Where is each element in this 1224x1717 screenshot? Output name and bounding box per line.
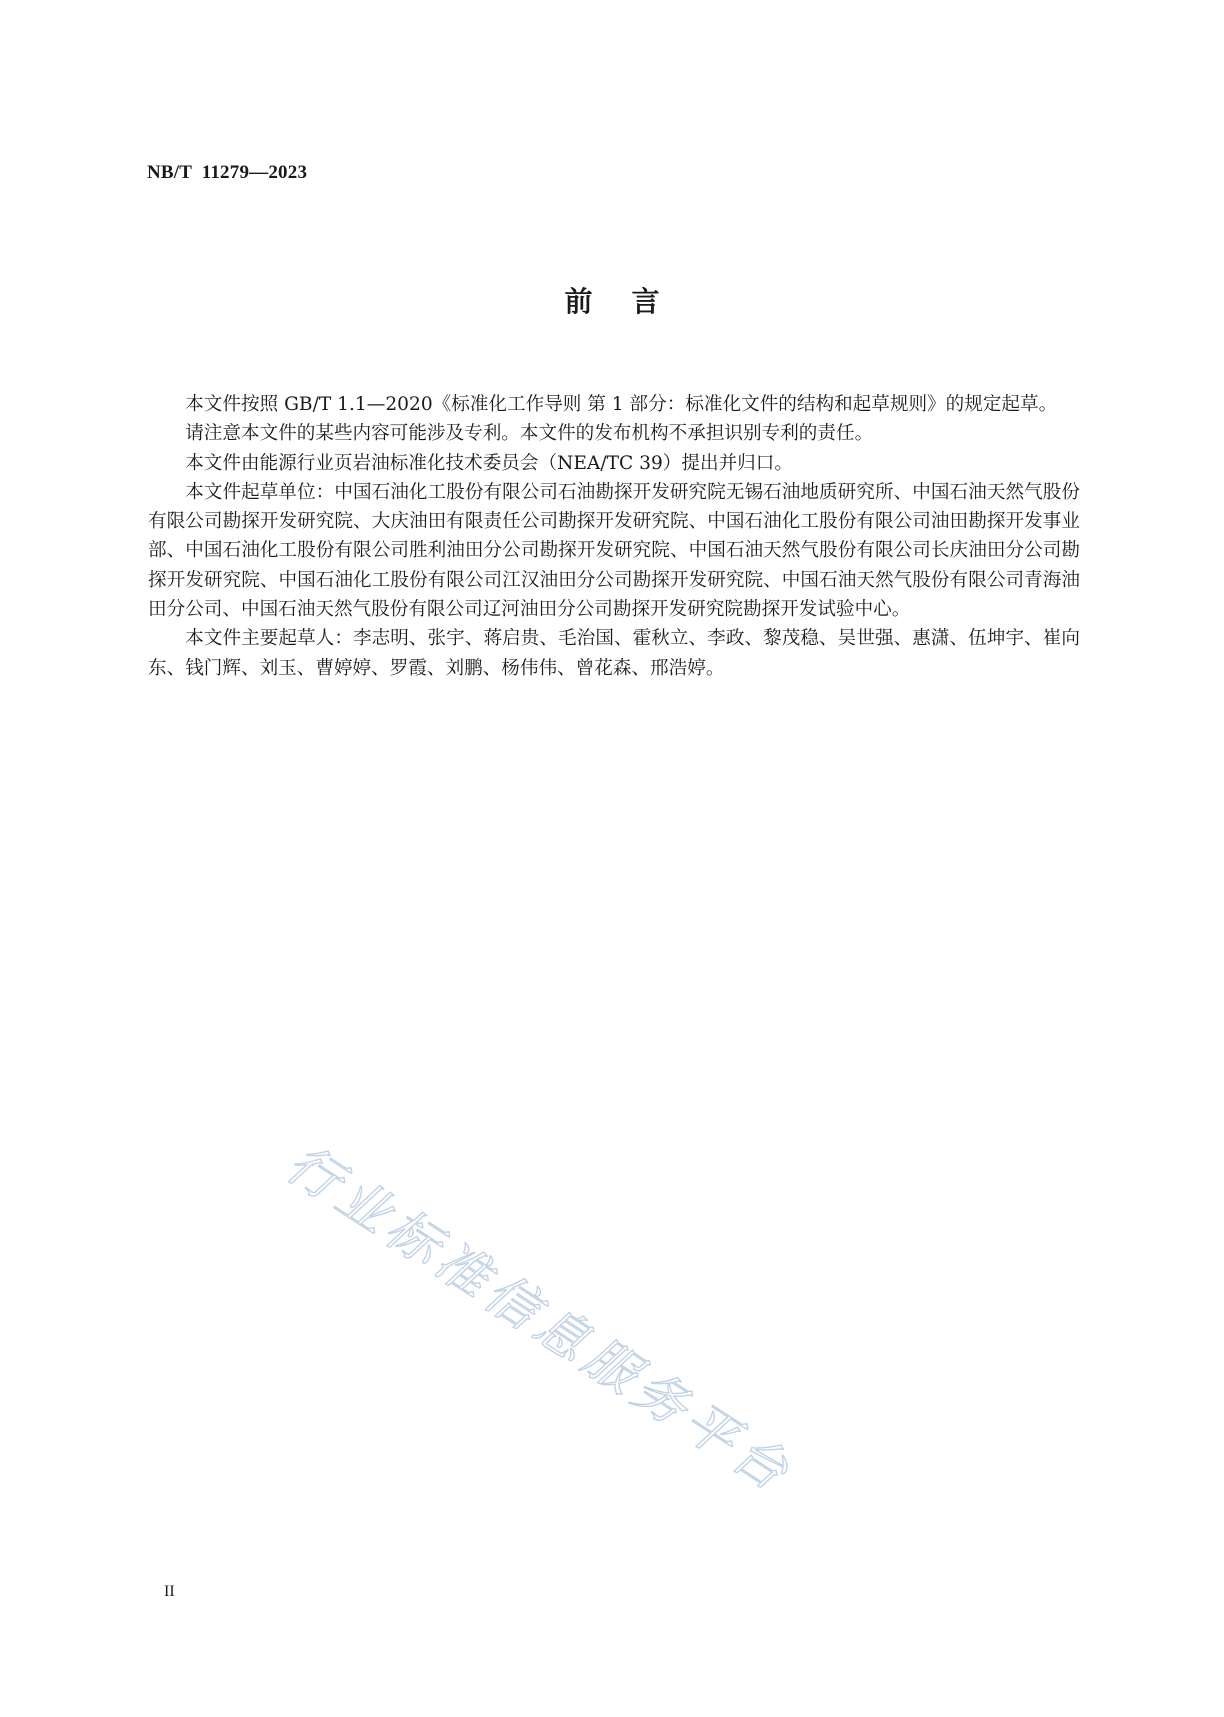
page-title: 前 言 — [564, 285, 660, 318]
watermark: 行业标准信息服务平台 — [275, 1133, 804, 1506]
paragraph-patent-notice: 请注意本文件的某些内容可能涉及专利。本文件的发布机构不承担识别专利的责任。 — [185, 423, 874, 445]
standard-code: NB/T 11279—2023 — [147, 162, 308, 183]
foreword-body — [148, 390, 1080, 683]
paragraph-proposer: 本文件由能源行业页岩油标准化技术委员会（NEA/TC 39）提出并归口。 — [185, 452, 793, 474]
paragraph-drafters: 本文件主要起草人：李志明、张宇、蒋启贵、毛治国、霍秋立、李政、黎茂稳、吴世强、惠潇、伍坤宇、崔向东、钱门辉、刘玉、曹婷婷、罗霞、刘鹏、杨伟伟、曾花森、邢浩婷。 — [148, 628, 1080, 679]
paragraph-drafting-rules: 本文件按照 GB/T 1.1—2020《标准化工作导则 第 1 部分：标准化文件的结构和起草规则》的规定起草。 — [185, 394, 1058, 415]
page-number: II — [164, 1583, 175, 1600]
paragraph-drafting-units: 本文件起草单位：中国石油化工股份有限公司石油勘探开发研究院无锡石油地质研究所、中国石油天然气股份有限公司勘探开发研究院、大庆油田有限责任公司勘探开发研究院、中国石油化工股份有限公司油田勘探开发事业部、中国石油化工股份有限公司胜利油田分公司勘探开发研究院、中国石油天然气股份有限公司长庆油田分公司勘探开发研究院、中国石油化工股份有限公司江汉油田分公司勘探开发研究院、中国石油天然气股份有限公司青海油田分公司、中国石油天然气股份有限公司辽河油田分公司勘探开发研究院勘探开发试验中心。 — [148, 481, 1080, 621]
